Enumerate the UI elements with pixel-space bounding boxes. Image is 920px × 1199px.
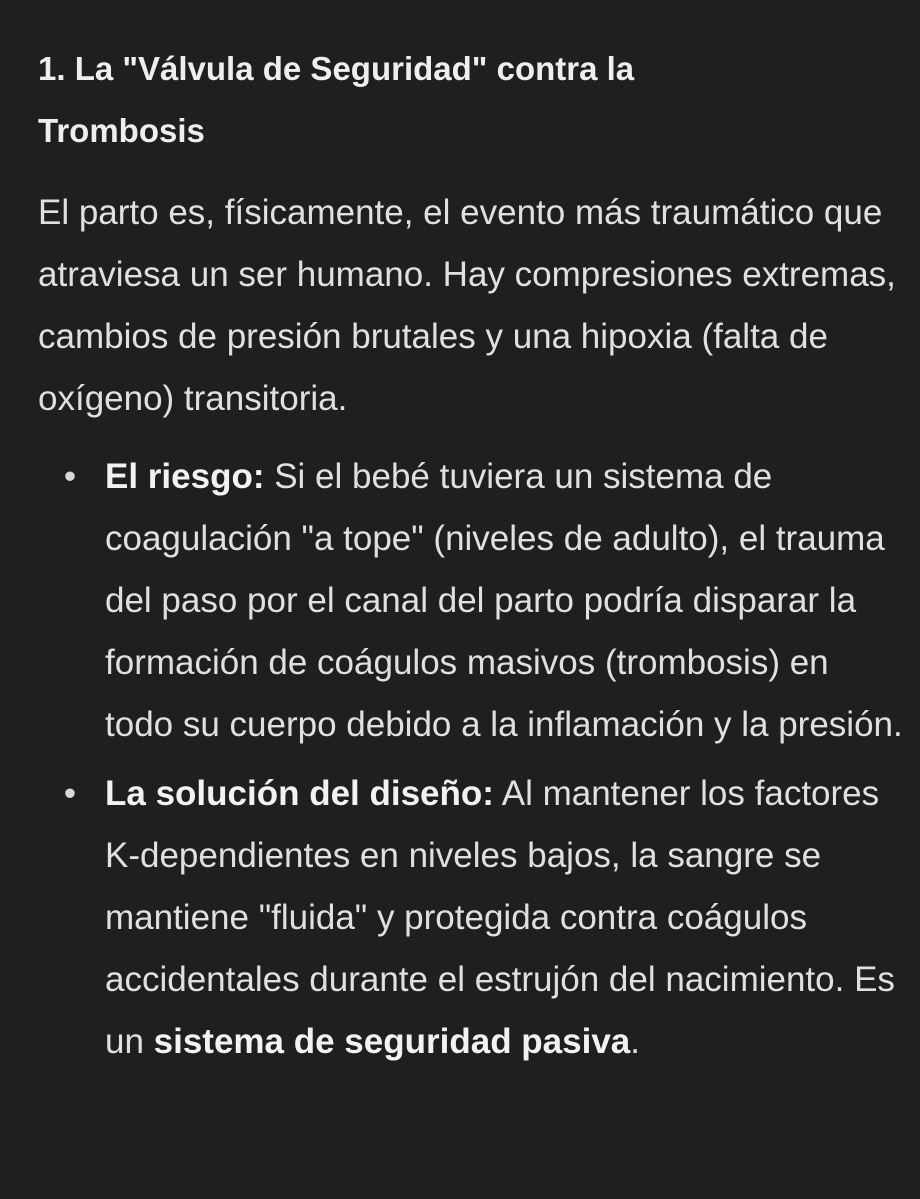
bullet-list: [38, 446, 903, 1073]
bullet-item-risk: [38, 446, 905, 756]
bullet-label-solution: La solución del diseño:: [105, 774, 494, 813]
section-heading: 1. La "Válvula de Seguridad" contra la Trombosis: [38, 50, 635, 149]
bullet-end-period: .: [630, 1022, 640, 1061]
bullet-text-risk: Si el bebé tuviera un sistema de coagulación "a tope" (niveles de adulto), el trauma del paso por el canal del parto podría disparar la formación de coágulos masivos (trombosis) en todo su cuerpo debido a la inflamación y la presión.: [105, 457, 903, 744]
bullet-item-solution: [38, 763, 905, 1073]
bullet-text-solution: Al mantener los factores K-dependientes en niveles bajos, la sangre se mantiene "fluida" y protegida contra coágulos accidentales durante el estrujón del nacimiento. Es un: [105, 774, 895, 1061]
intro-paragraph: El parto es, físicamente, el evento más traumático que atraviesa un ser humano. Hay compresiones extremas, cambios de presión brutales y una hipoxia (falta de oxígeno) transitoria.: [38, 193, 896, 418]
bullet-marker: •: [63, 457, 77, 496]
bullet-marker: •: [63, 774, 77, 813]
bullet-emphasis-passive-safety: sistema de seguridad pasiva: [153, 1022, 631, 1061]
bullet-label-risk: El riesgo:: [105, 457, 265, 496]
